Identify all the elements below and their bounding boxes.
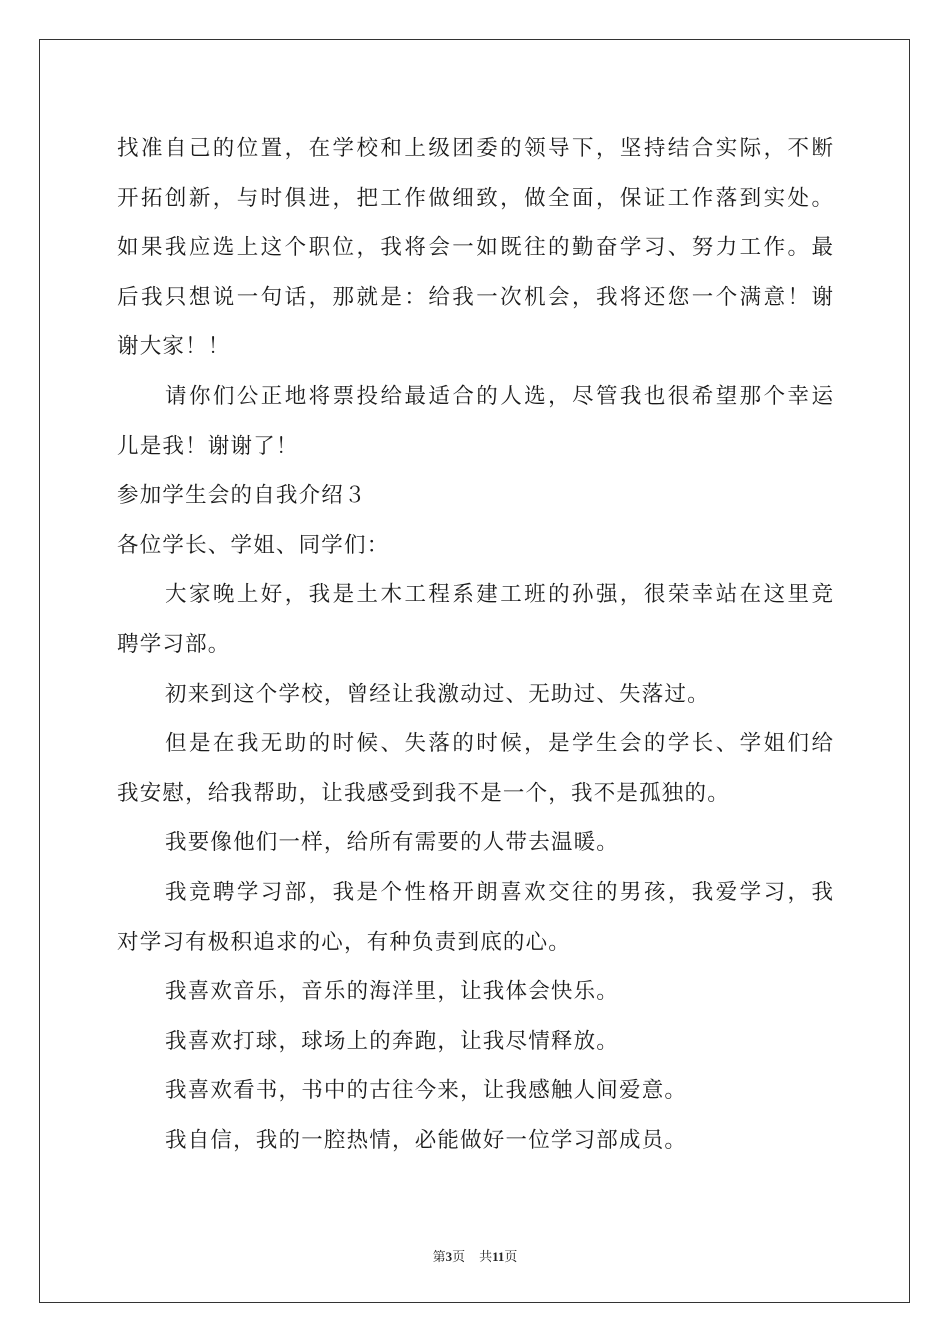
total-pages-number: 11 <box>492 1249 505 1264</box>
text-line: 开拓创新，与时俱进，把工作做细致，做全面，保证工作落到实处。 <box>117 185 833 211</box>
paragraph-first-line: 我竞聘学习部，我是个性格开朗喜欢交往的男孩，我爱学习，我 <box>165 879 833 905</box>
paragraph-first-line: 我要像他们一样，给所有需要的人带去温暖。 <box>165 830 620 856</box>
current-page-number: 3 <box>445 1249 453 1264</box>
paragraph-first-line: 我自信，我的一腔热情，必能做好一位学习部成员。 <box>165 1127 688 1153</box>
text-line: 我安慰，给我帮助，让我感受到我不是一个，我不是孤独的。 <box>117 780 730 806</box>
paragraph-first-line: 初来到这个学校，曾经让我激动过、无助过、失落过。 <box>165 681 710 707</box>
paragraph-first-line: 我喜欢看书，书中的古往今来，让我感触人间爱意。 <box>165 1078 688 1104</box>
document-body <box>117 124 833 1165</box>
text-line: 找准自己的位置，在学校和上级团委的领导下，坚持结合实际，不断 <box>117 136 833 161</box>
text-line: 后我只想说一句话，那就是：给我一次机会，我将还您一个满意！谢 <box>117 284 833 310</box>
text-line: 如果我应选上这个职位，我将会一如既往的勤奋学习、努力工作。最 <box>117 235 833 261</box>
footer-total-prefix: 共 <box>479 1249 493 1264</box>
footer-total-suffix: 页 <box>504 1249 518 1264</box>
text-line: 对学习有极积追求的心，有种负责到底的心。 <box>117 929 572 955</box>
paragraph-first-line: 我喜欢打球，球场上的奔跑，让我尽情释放。 <box>165 1028 620 1054</box>
text-line: 谢大家！！ <box>117 334 231 360</box>
paragraph-first-line: 请你们公正地将票投给最适合的人选，尽管我也很希望那个幸运 <box>165 383 833 409</box>
paragraph-first-line: 我喜欢音乐，音乐的海洋里，让我体会快乐。 <box>165 979 620 1005</box>
section-heading: 参加学生会的自我介绍３ <box>117 483 367 509</box>
footer-prefix: 第 <box>432 1249 446 1264</box>
footer-page-suffix: 页 <box>452 1249 466 1264</box>
paragraph-first-line: 但是在我无助的时候、失落的时候，是学生会的学长、学姐们给 <box>165 731 833 757</box>
text-line: 儿是我！谢谢了！ <box>117 433 299 459</box>
paragraph-first-line: 大家晚上好，我是土木工程系建工班的孙强，很荣幸站在这里竞 <box>165 582 833 608</box>
salutation: 各位学长、学姐、同学们： <box>117 532 390 558</box>
text-line: 聘学习部。 <box>117 631 231 657</box>
page-footer <box>0 1246 950 1265</box>
